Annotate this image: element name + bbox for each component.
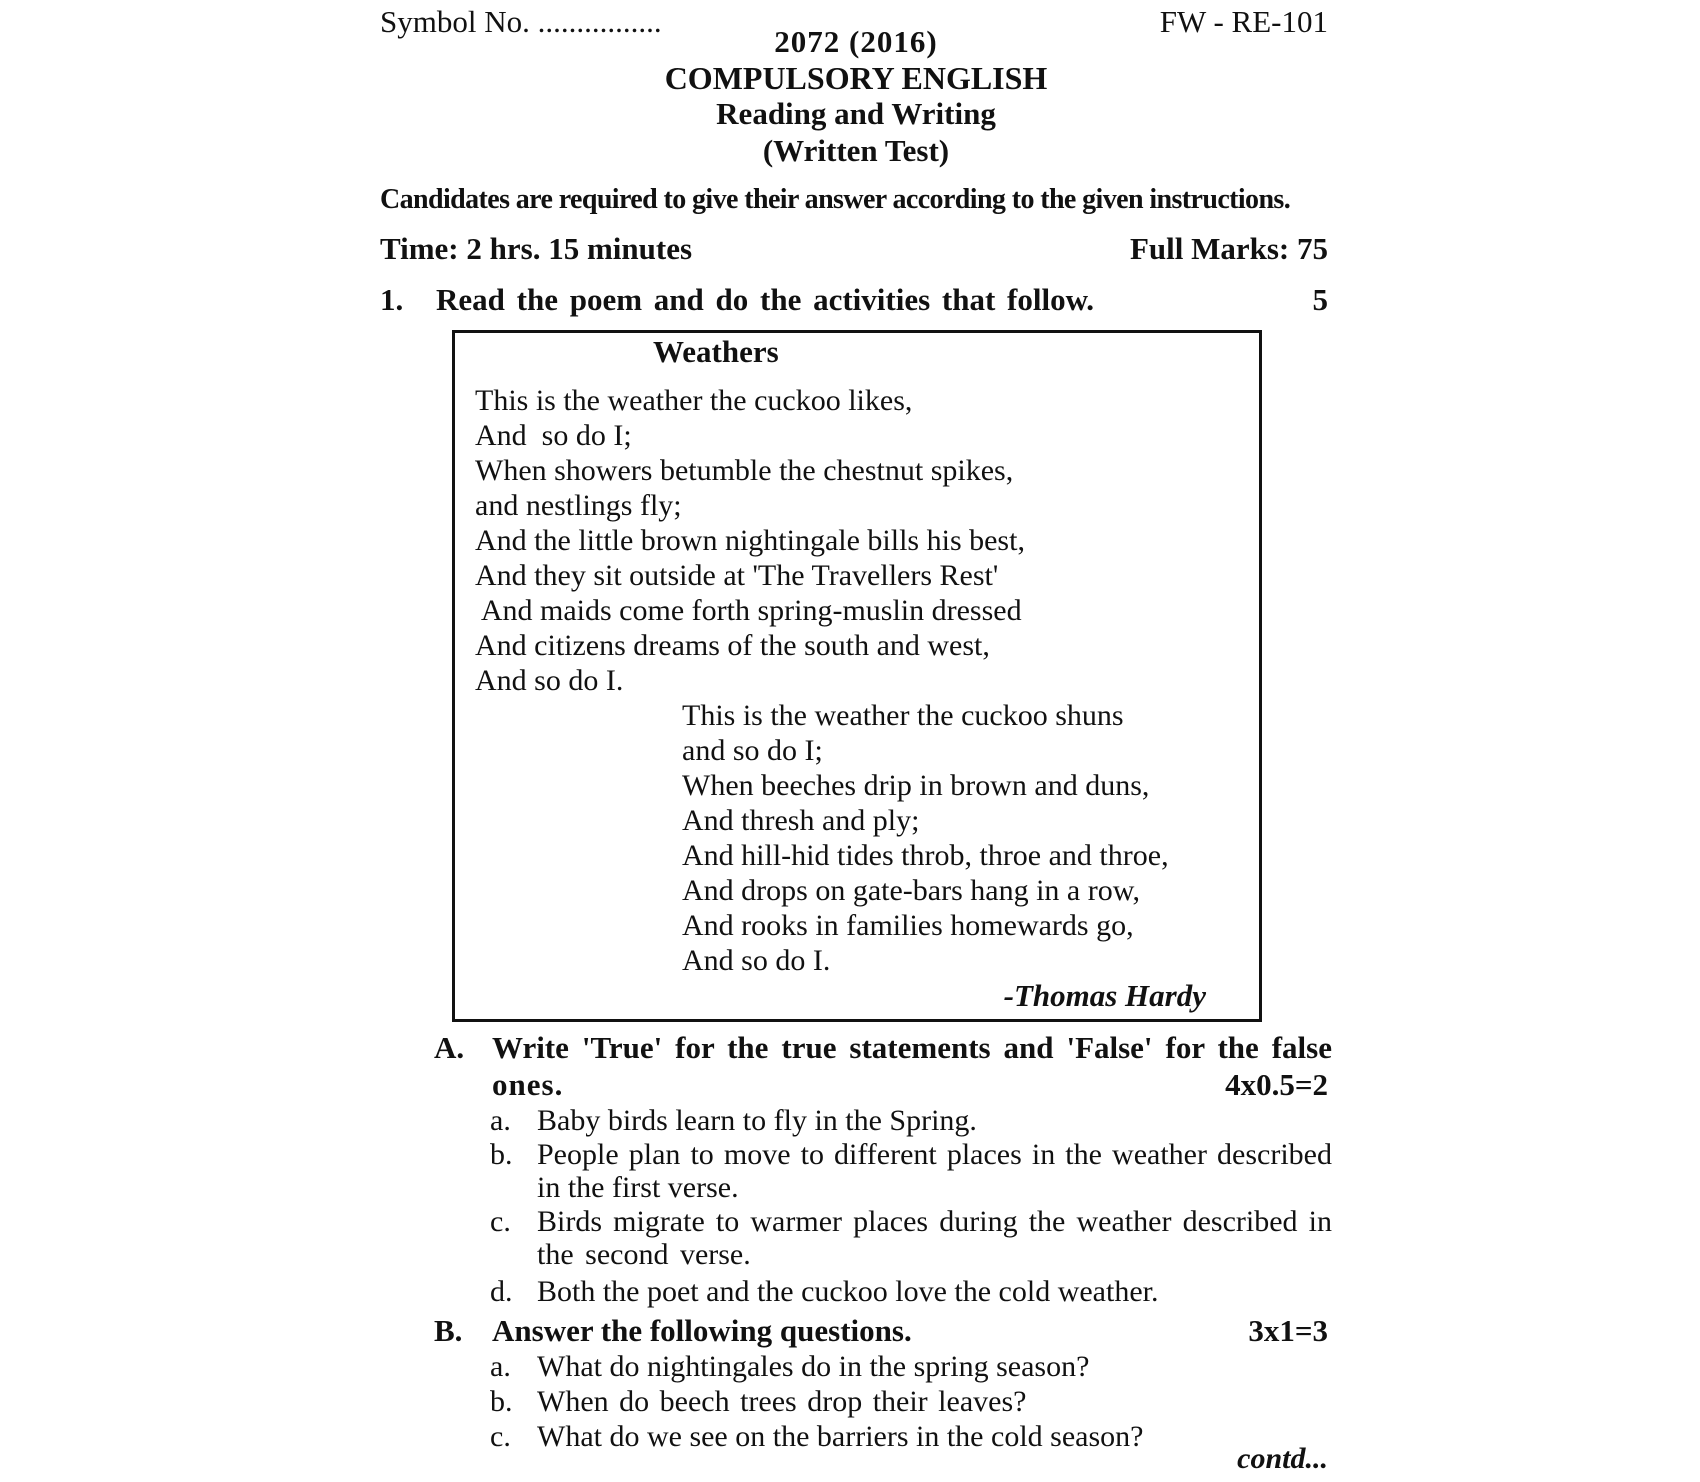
poem-line: And maids come forth spring-muslin dressed <box>475 594 1022 627</box>
question-item: What do we see on the barriers in the cold season? <box>537 1420 1144 1453</box>
continued-note: contd... <box>1237 1442 1328 1475</box>
statement-text: People plan to move to different places in the weather described <box>537 1138 1332 1171</box>
poem-line: And so do I; <box>475 419 632 452</box>
section-a-label: A. <box>434 1030 465 1065</box>
poem-line: And citizens dreams of the south and west, <box>475 629 990 662</box>
item-letter: a. <box>490 1104 511 1137</box>
full-marks: Full Marks: 75 <box>1129 231 1328 266</box>
poem-line: And drops on gate-bars hang in a row, <box>682 874 1140 907</box>
test-type: (Written Test) <box>762 133 950 168</box>
section-a-marks: 4x0.5=2 <box>1225 1067 1328 1102</box>
item-letter: c. <box>490 1205 511 1238</box>
poem-line: and nestlings fly; <box>475 489 682 522</box>
statement-text: Baby birds learn to fly in the Spring. <box>537 1104 977 1137</box>
poem-line: When showers betumble the chestnut spikes, <box>475 454 1014 487</box>
poem-line: When beeches drip in brown and duns, <box>682 769 1150 802</box>
statement-text: Birds migrate to warmer places during the weather described in <box>537 1205 1332 1238</box>
poem-line: And hill-hid tides throb, throe and throe, <box>682 839 1169 872</box>
paper-title: Reading and Writing <box>716 96 996 131</box>
poem-line: And rooks in families homewards go, <box>682 909 1134 942</box>
poem-verse-2 <box>682 698 1169 978</box>
statement-text: Both the poet and the cuckoo love the cold weather. <box>537 1275 1159 1308</box>
question-item: When do beech trees drop their leaves? <box>537 1385 1027 1418</box>
subject-title: COMPULSORY ENGLISH <box>664 60 1048 96</box>
instructions: Candidates are required to give their answer according to the given instructions. <box>380 184 1291 215</box>
poem-line: And so do I. <box>682 944 831 977</box>
section-b-question: Answer the following questions. <box>492 1313 912 1348</box>
poem-author: -Thomas Hardy <box>1003 978 1206 1013</box>
item-letter: d. <box>490 1275 513 1308</box>
question-number: 1. <box>380 282 404 317</box>
section-b-label: B. <box>434 1313 463 1348</box>
item-letter: c. <box>490 1420 511 1453</box>
poem-line: And thresh and ply; <box>682 804 920 837</box>
poem-line: and so do I; <box>682 734 823 767</box>
item-letter: b. <box>490 1385 513 1418</box>
symbol-number: Symbol No. ................ <box>380 4 662 39</box>
exam-year: 2072 (2016) <box>774 24 938 59</box>
section-a-question-cont: ones. <box>492 1067 564 1102</box>
paper-code: FW - RE-101 <box>1159 4 1328 39</box>
poem-line: And so do I. <box>475 664 624 697</box>
poem-line: And they sit outside at 'The Travellers Rest' <box>475 559 999 592</box>
statement-text-cont: the second verse. <box>537 1238 751 1271</box>
section-a-question: Write 'True' for the true statements and 'False' for the false <box>492 1030 1332 1065</box>
section-b-marks: 3x1=3 <box>1248 1313 1328 1348</box>
poem-title: Weathers <box>653 334 779 369</box>
statement-text-cont: in the first verse. <box>537 1171 739 1204</box>
poem-line: This is the weather the cuckoo likes, <box>475 384 913 417</box>
poem-verse-1 <box>475 383 1025 698</box>
poem-line: And the little brown nightingale bills his best, <box>475 524 1025 557</box>
item-letter: a. <box>490 1350 511 1383</box>
question-item: What do nightingales do in the spring season? <box>537 1350 1090 1383</box>
question-text: Read the poem and do the activities that follow. <box>436 282 1095 317</box>
item-letter: b. <box>490 1138 513 1171</box>
time-allowed: Time: 2 hrs. 15 minutes <box>380 231 693 266</box>
poem-line: This is the weather the cuckoo shuns <box>682 699 1124 732</box>
question-marks: 5 <box>1312 282 1328 317</box>
